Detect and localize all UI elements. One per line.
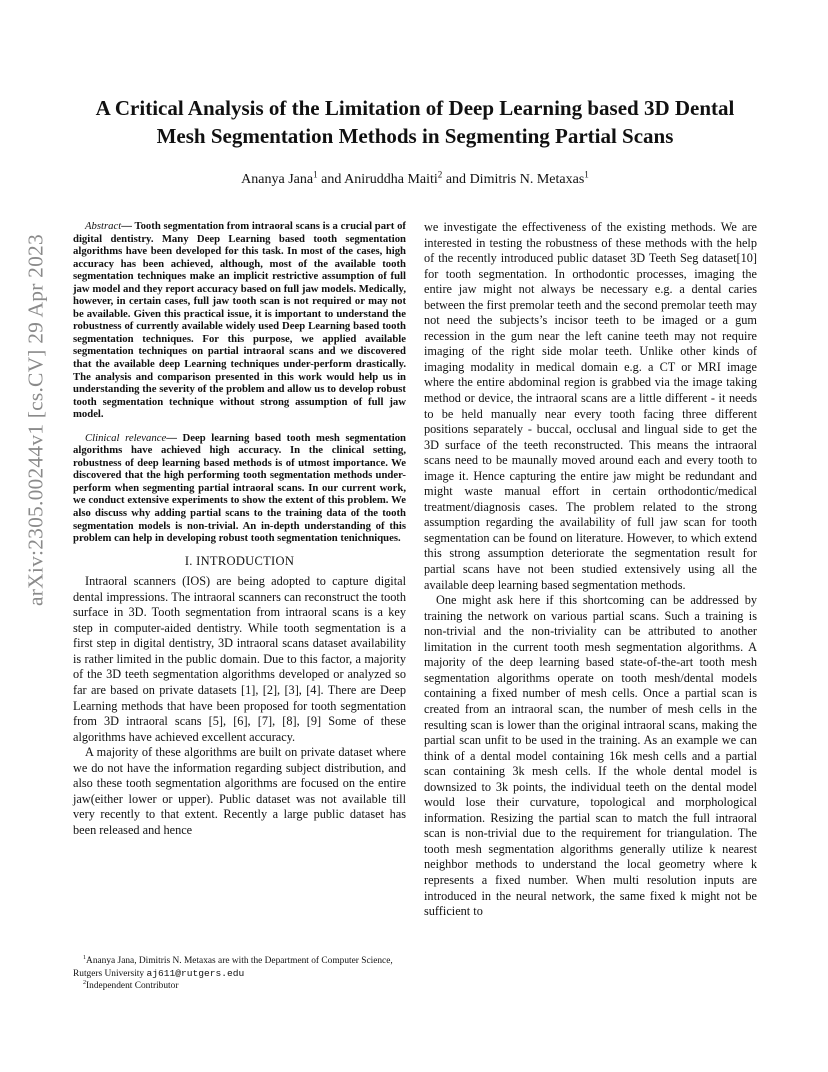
section-heading-introduction: I. INTRODUCTION [184,553,295,568]
arxiv-sidebar [14,140,58,700]
abstract-label: Abstract [85,220,122,232]
footnote [73,956,406,981]
affiliation-mark: 1 [313,169,318,180]
footnote [73,981,406,993]
clinical-relevance-text: — Deep learning based tooth mesh segmentation algorithms have achieved high accuracy. In the clinical setting, robustness of deep learning based methods is of utmost importance. We discovered that the high performing tooth segmentation methods under-perform when segmenting partial intraoral scans. In our current work, we conduct extensive experiments to show the extent of this problem. We also discuss why adding partial scans to the training data of the tooth segmentation models is non-trivial. An in-depth understanding of this problem can help in developing robust tooth segmentation tenichniques. [73,431,406,545]
body-paragraph: A majority of these algorithms are built on private dataset where we do not have the information regarding subject distribution, and also these tooth segmentation algorithms are focused on the entire jaw(either lower or upper). Public dataset was not available till very recently to that extent. Recently a large public dataset has been released and hence [73,745,406,837]
affiliation-mark: 1 [584,169,589,180]
author-separator: and [317,172,345,187]
author-name: Aniruddha Maiti [344,172,438,187]
body-paragraph: we investigate the effectiveness of the existing methods. We are interested in testing the robustness of these methods with the help of the recently introduced public dataset 3D Teeth Seg dataset[10] for tooth segmentation. In orthodontic processes, imaging the entire jaw might not always be necessary e.g. a dental caries between the first premolar teeth and the second premolar teeth may not need the subjects’s incisor teeth to be imaged or a gum recession in the gum near the left canine teeth may not require imaging of the right side molar teeth. Unlike other kinds of imaging modality in medical domain e.g. a CT or MRI image where the entire abdominal region is grabbed via the image taking method or device, the intraoral scans are a little different - it needs to be held manually near every tooth facing three different positions separately - buccal, occlusal and lingual side to get the 3D surface of the teeth reconstructed. This means the intraoral scans need to be maunally moved around each and every tooth to image it. Hence capturing the entire jaw might be redundant and might waste manual effort in certain orthodontic/medical treatment/diagnosis cases. The problem related to the strong assumption regarding the availability of full jaw scan for tooth segmentation can be found on literature. However, to which extend this strong assumption deteriorate the segmentation result for partial scans have not been studied extensively using all the available deep learning based segmentation methods. [424,220,757,592]
author-separator: and [442,172,470,187]
clinical-relevance [73,432,406,545]
abstract [73,220,406,421]
author-name: Ananya Jana [241,172,314,187]
clinical-relevance-label: Clinical relevance [85,431,167,444]
footnotes [73,956,406,992]
body-paragraph: One might ask here if this shortcoming can be addressed by training the network on various partial scans. Such a training is non-trivial and the non-triviality can be attributed to another limitation in the current tooth mesh segmentation algorithms. A majority of the deep learning based state-of-the-art tooth mesh segmentation algorithms operate on tooth mesh/dental models containing a fixed number of mesh cells. Once a partial scan is created from an intraoral scan, the number of mesh cells in the resulting scan is lower than the original intraoral scans, making the partial scan unfit to be used in the training. As an example we can think of a dental model containing 16k mesh cells and a partial scan containing 3k mesh cells. If the whole dental model is downsized to 3k points, the individual teeth on the dental model would lose their curvature, topological and morphological information. Resizing the partial scan to match the full intraoral scan is non-trivial due to the requirement for triangulation. The tooth mesh segmentation algorithms generally utilize k nearest neighbor methods to understand the local geometry where k represents a fixed number. When multi resolution inputs are introduced in the neural network, the same fixed k might not be sufficient to [424,593,757,919]
right-column [424,220,757,920]
paper-title: A Critical Analysis of the Limitation of Deep Learning based 3D Dental Mesh Segmentation Methods in Segmenting Partial Scans [95,96,735,148]
footnote-text: Ananya Jana, Dimitris N. Metaxas are with the Department of Computer Science, Rutgers University [73,956,393,979]
body-paragraph: Intraoral scanners (IOS) are being adopted to capture digital dental impressions. The intraoral scanners can reconstruct the tooth surface in 3D. Tooth segmentation from intraoral scans is a key step in computer-aided dentistry. While tooth segmentation is a first step in digital dentistry, 3D intraoral scans dataset availability is rather limited in the public domain. Due to this factor, a majority of the 3D teeth segmentation algorithms developed or analyzed so far are based on private datasets [1], [2], [3], [4]. There are Deep Learning methods that have been proposed for tooth segmentation from 3D intraoral scans [5], [6], [7], [8], [9] Some of these algorithms have achieved excellent accuracy. [73,574,406,744]
left-column [73,220,406,838]
footnote-text: Independent Contributor [86,980,179,991]
author-email: aj611@rutgers.edu [146,967,245,979]
abstract-text: — Tooth segmentation from intraoral scans is a crucial part of digital dentistry. Many Deep Learning based tooth segmentation algorithms have been developed for this task. In most of the cases, high accuracy has been achieved, although, most of the available tooth segmentation techniques make an implicit restrictive assumption of full jaw model and they report accuracy based on full jaw models. Medically, however, in certain cases, full jaw tooth scan is not required or may not be available. Given this practical issue, it is important to understand the robustness of currently available widely used Deep Learning based tooth segmentation techniques. For this purpose, we applied available segmentation techniques on partial intraoral scans and we discovered that the available deep Learning techniques under-perform drastically. The analysis and comparison presented in this work would help us in understanding the severity of the problem and allow us to develop robust tooth segmentation technique without strong assumption of full jaw model. [73,220,406,421]
footnote-mark: 1 [83,954,87,961]
footnote-mark: 2 [83,979,87,986]
author-name: Dimitris N. Metaxas [469,172,585,187]
author-list [70,169,760,188]
affiliation-mark: 2 [437,169,443,180]
arxiv-identifier: arXiv:2305.00244v1 [cs.CV] 29 Apr 2023 [23,234,48,606]
